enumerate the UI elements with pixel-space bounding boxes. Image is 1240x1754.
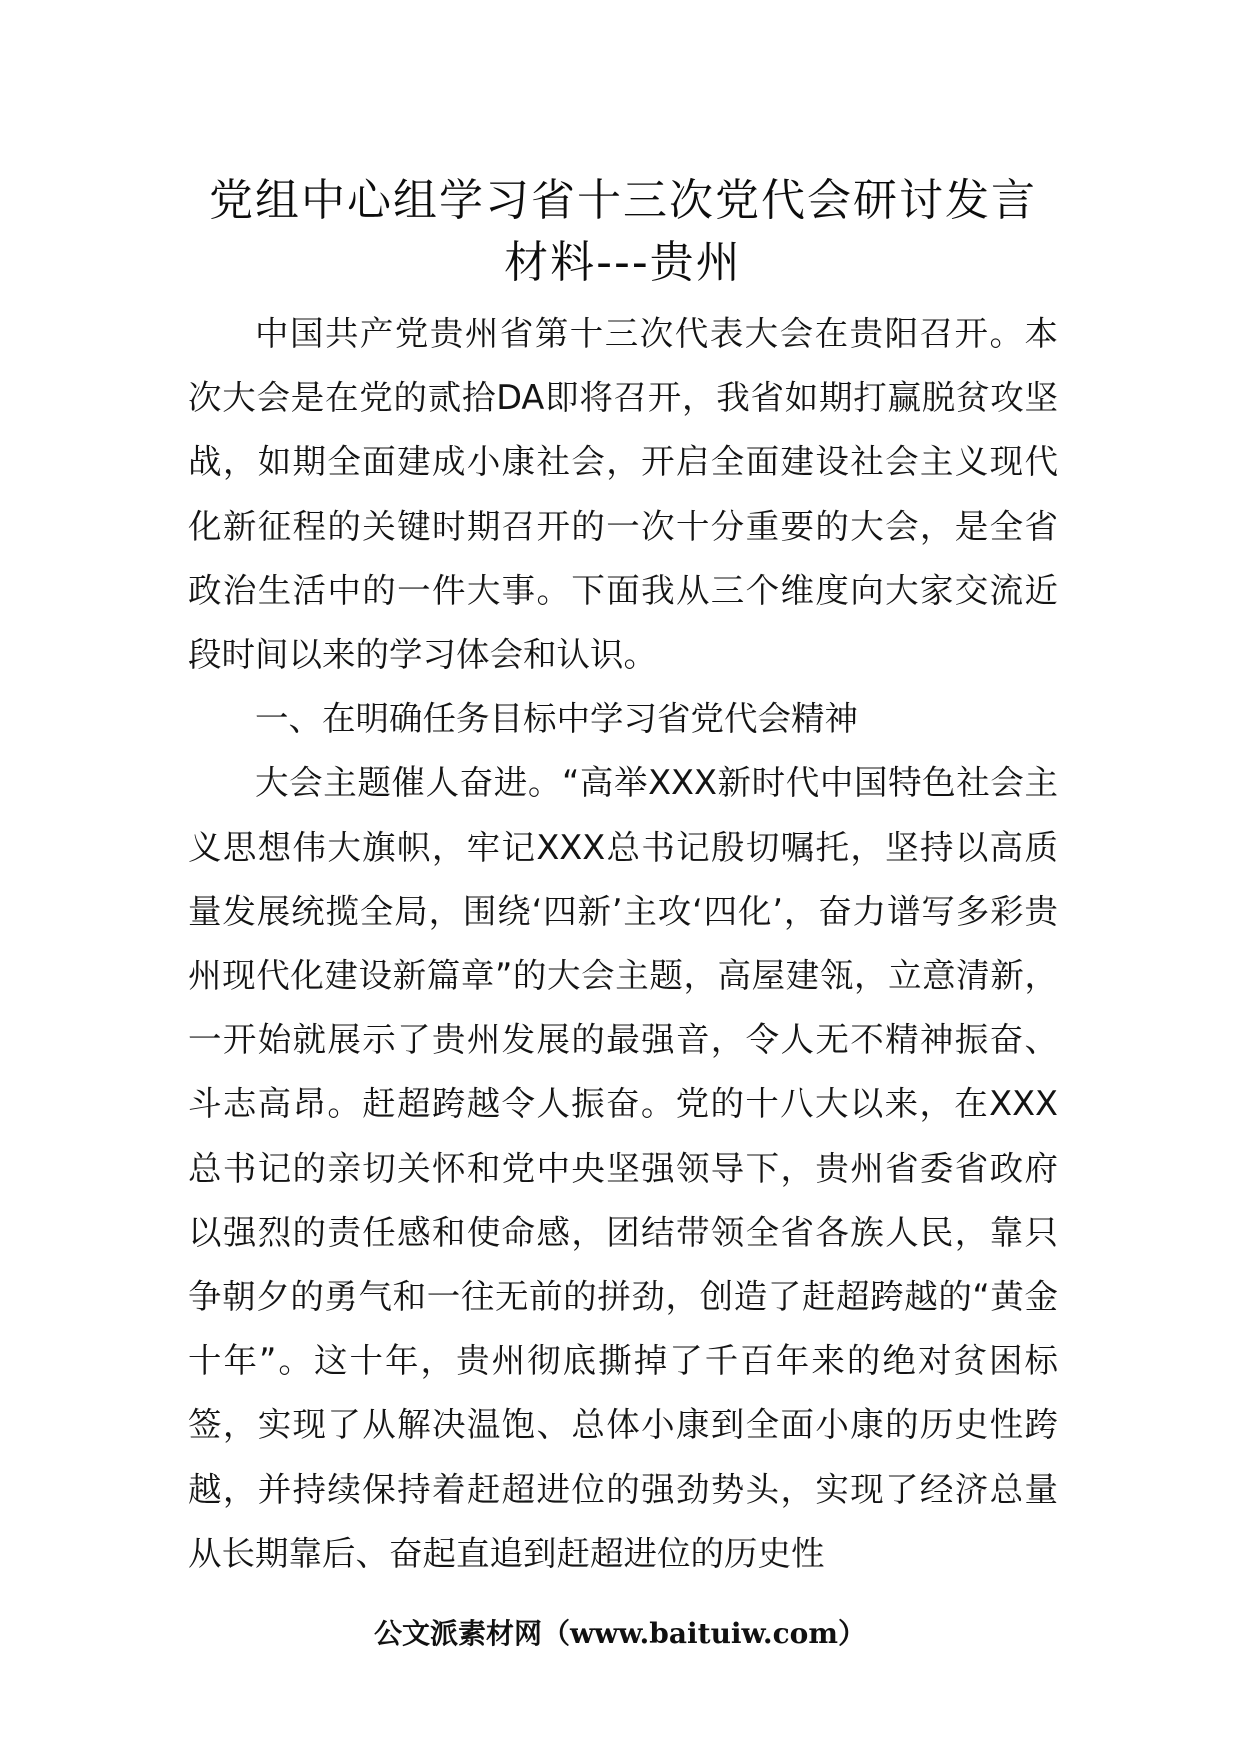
section-heading-1: 一、在明确任务目标中学习省党代会精神 [255,699,858,739]
footer-watermark: 公文派素材网（www.baituiw.com） [374,1617,866,1650]
body-paragraph: 大会主题催人奋进。“高举XXX新时代中国特色社会主义思想伟大旗帜，牢记XXX总书记殷切嘱托，坚持以高质量发展统揽全局，围绕‘四新’主攻‘四化’，奋力谱写多彩贵州现代化建设新篇章”的大会主题，高屋建瓴，立意清新，一开始就展示了贵州发展的最强音，令人无不精神振奋、斗志高昂。赶超跨越令人振奋。党的十八大以来，在XXX总书记的亲切关怀和党中央坚强领导下，贵州省委省政府以强烈的责任感和使命感，团结带领全省各族人民，靠只争朝夕的勇气和一往无前的拼劲，创造了赶超跨越的“黄金十年”。这十年，贵州彻底撕掉了千百年来的绝对贫困标签，实现了从解决温饱、总体小康到全面小康的历史性跨越，并持续保持着赶超进位的强劲势头，实现了经济总量从长期靠后、奋起直追到赶超进位的历史性 [188,763,1058,1573]
document-body [188,302,1058,1586]
document-title [188,170,1058,294]
intro-paragraph: 中国共产党贵州省第十三次代表大会在贵阳召开。本次大会是在党的贰拾DA即将召开，我省如期打赢脱贫攻坚战，如期全面建成小康社会，开启全面建设社会主义现代化新征程的关键时期召开的一次十分重要的大会，是全省政治生活中的一件大事。下面我从三个维度向大家交流近段时间以来的学习体会和认识。 [188,314,1058,675]
title-line-1: 党组中心组学习省十三次党代会研讨发言 [209,175,1037,226]
title-line-2: 材料---贵州 [504,237,742,288]
document-page [188,170,1058,1586]
